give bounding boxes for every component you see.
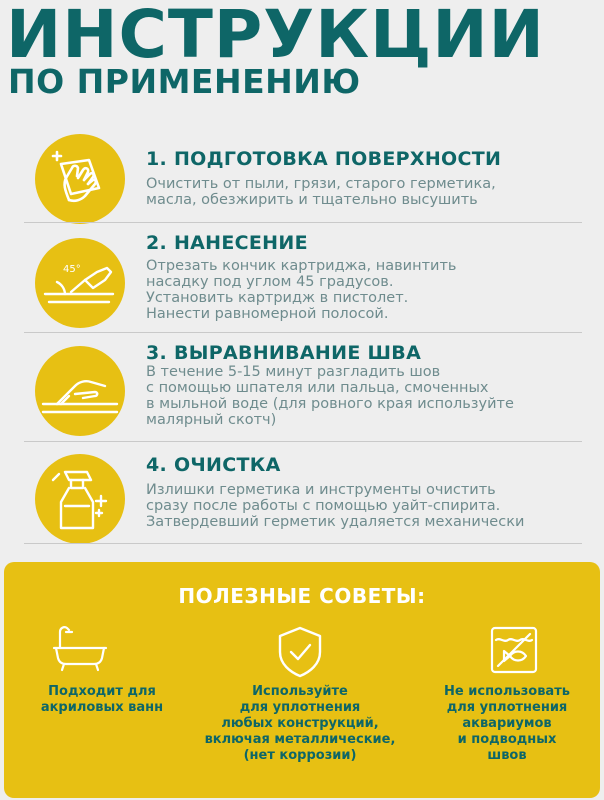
bathtub-icon: [50, 624, 110, 676]
tips-panel: [4, 562, 600, 798]
divider: [24, 543, 582, 544]
step-description: Отрезать кончик картриджа, навинтить насадку под углом 45 градусов. Установить картридж в пистолет. Нанести равномерной полосой.: [146, 258, 457, 322]
shield-check-icon: [272, 624, 328, 684]
step-description: Очистить от пыли, грязи, старого герметика, масла, обезжирить и тщательно высушить: [146, 176, 496, 208]
divider: [24, 441, 582, 442]
page-subtitle: ПО ПРИМЕНЕНИЮ: [8, 62, 361, 101]
tips-title: ПОЛЕЗНЫЕ СОВЕТЫ:: [178, 584, 426, 608]
smoothing-finger-icon: [35, 346, 125, 436]
page-title: ИНСТРУКЦИИ: [6, 0, 545, 73]
cartridge-nozzle-icon: [35, 238, 125, 328]
step-title: 2. НАНЕСЕНИЕ: [146, 232, 308, 254]
no-aquarium-icon: [488, 624, 540, 680]
step-title: 1. ПОДГОТОВКА ПОВЕРХНОСТИ: [146, 148, 502, 170]
tip-acrylic-baths: Подходит для акриловых ванн: [40, 684, 164, 715]
step-3: [0, 342, 604, 452]
step-2: [0, 232, 604, 342]
step-title: 4. ОЧИСТКА: [146, 454, 281, 476]
step-description: В течение 5-15 минут разгладить шов с помощью шпателя или пальца, смоченных в мыльной воде (для ровного края используйте малярный скотч): [146, 364, 514, 428]
step-title: 3. ВЫРАВНИВАНИЕ ШВА: [146, 342, 422, 364]
cleaning-cloth-icon: [35, 134, 125, 224]
spray-bottle-icon: [35, 454, 125, 544]
svg-text:45°: 45°: [63, 264, 81, 275]
step-description: Излишки герметика и инструменты очистить сразу после работы с помощью уайт-спирита. Затвердевший герметик удаляется механически: [146, 482, 525, 530]
tip-not-aquariums: Не использовать для уплотнения аквариумов и подводных швов: [444, 684, 570, 763]
divider: [24, 332, 582, 333]
divider: [24, 222, 582, 223]
tip-any-constructions: Используйте для уплотнения любых конструкций, включая металлические, (нет коррозии): [204, 684, 396, 763]
